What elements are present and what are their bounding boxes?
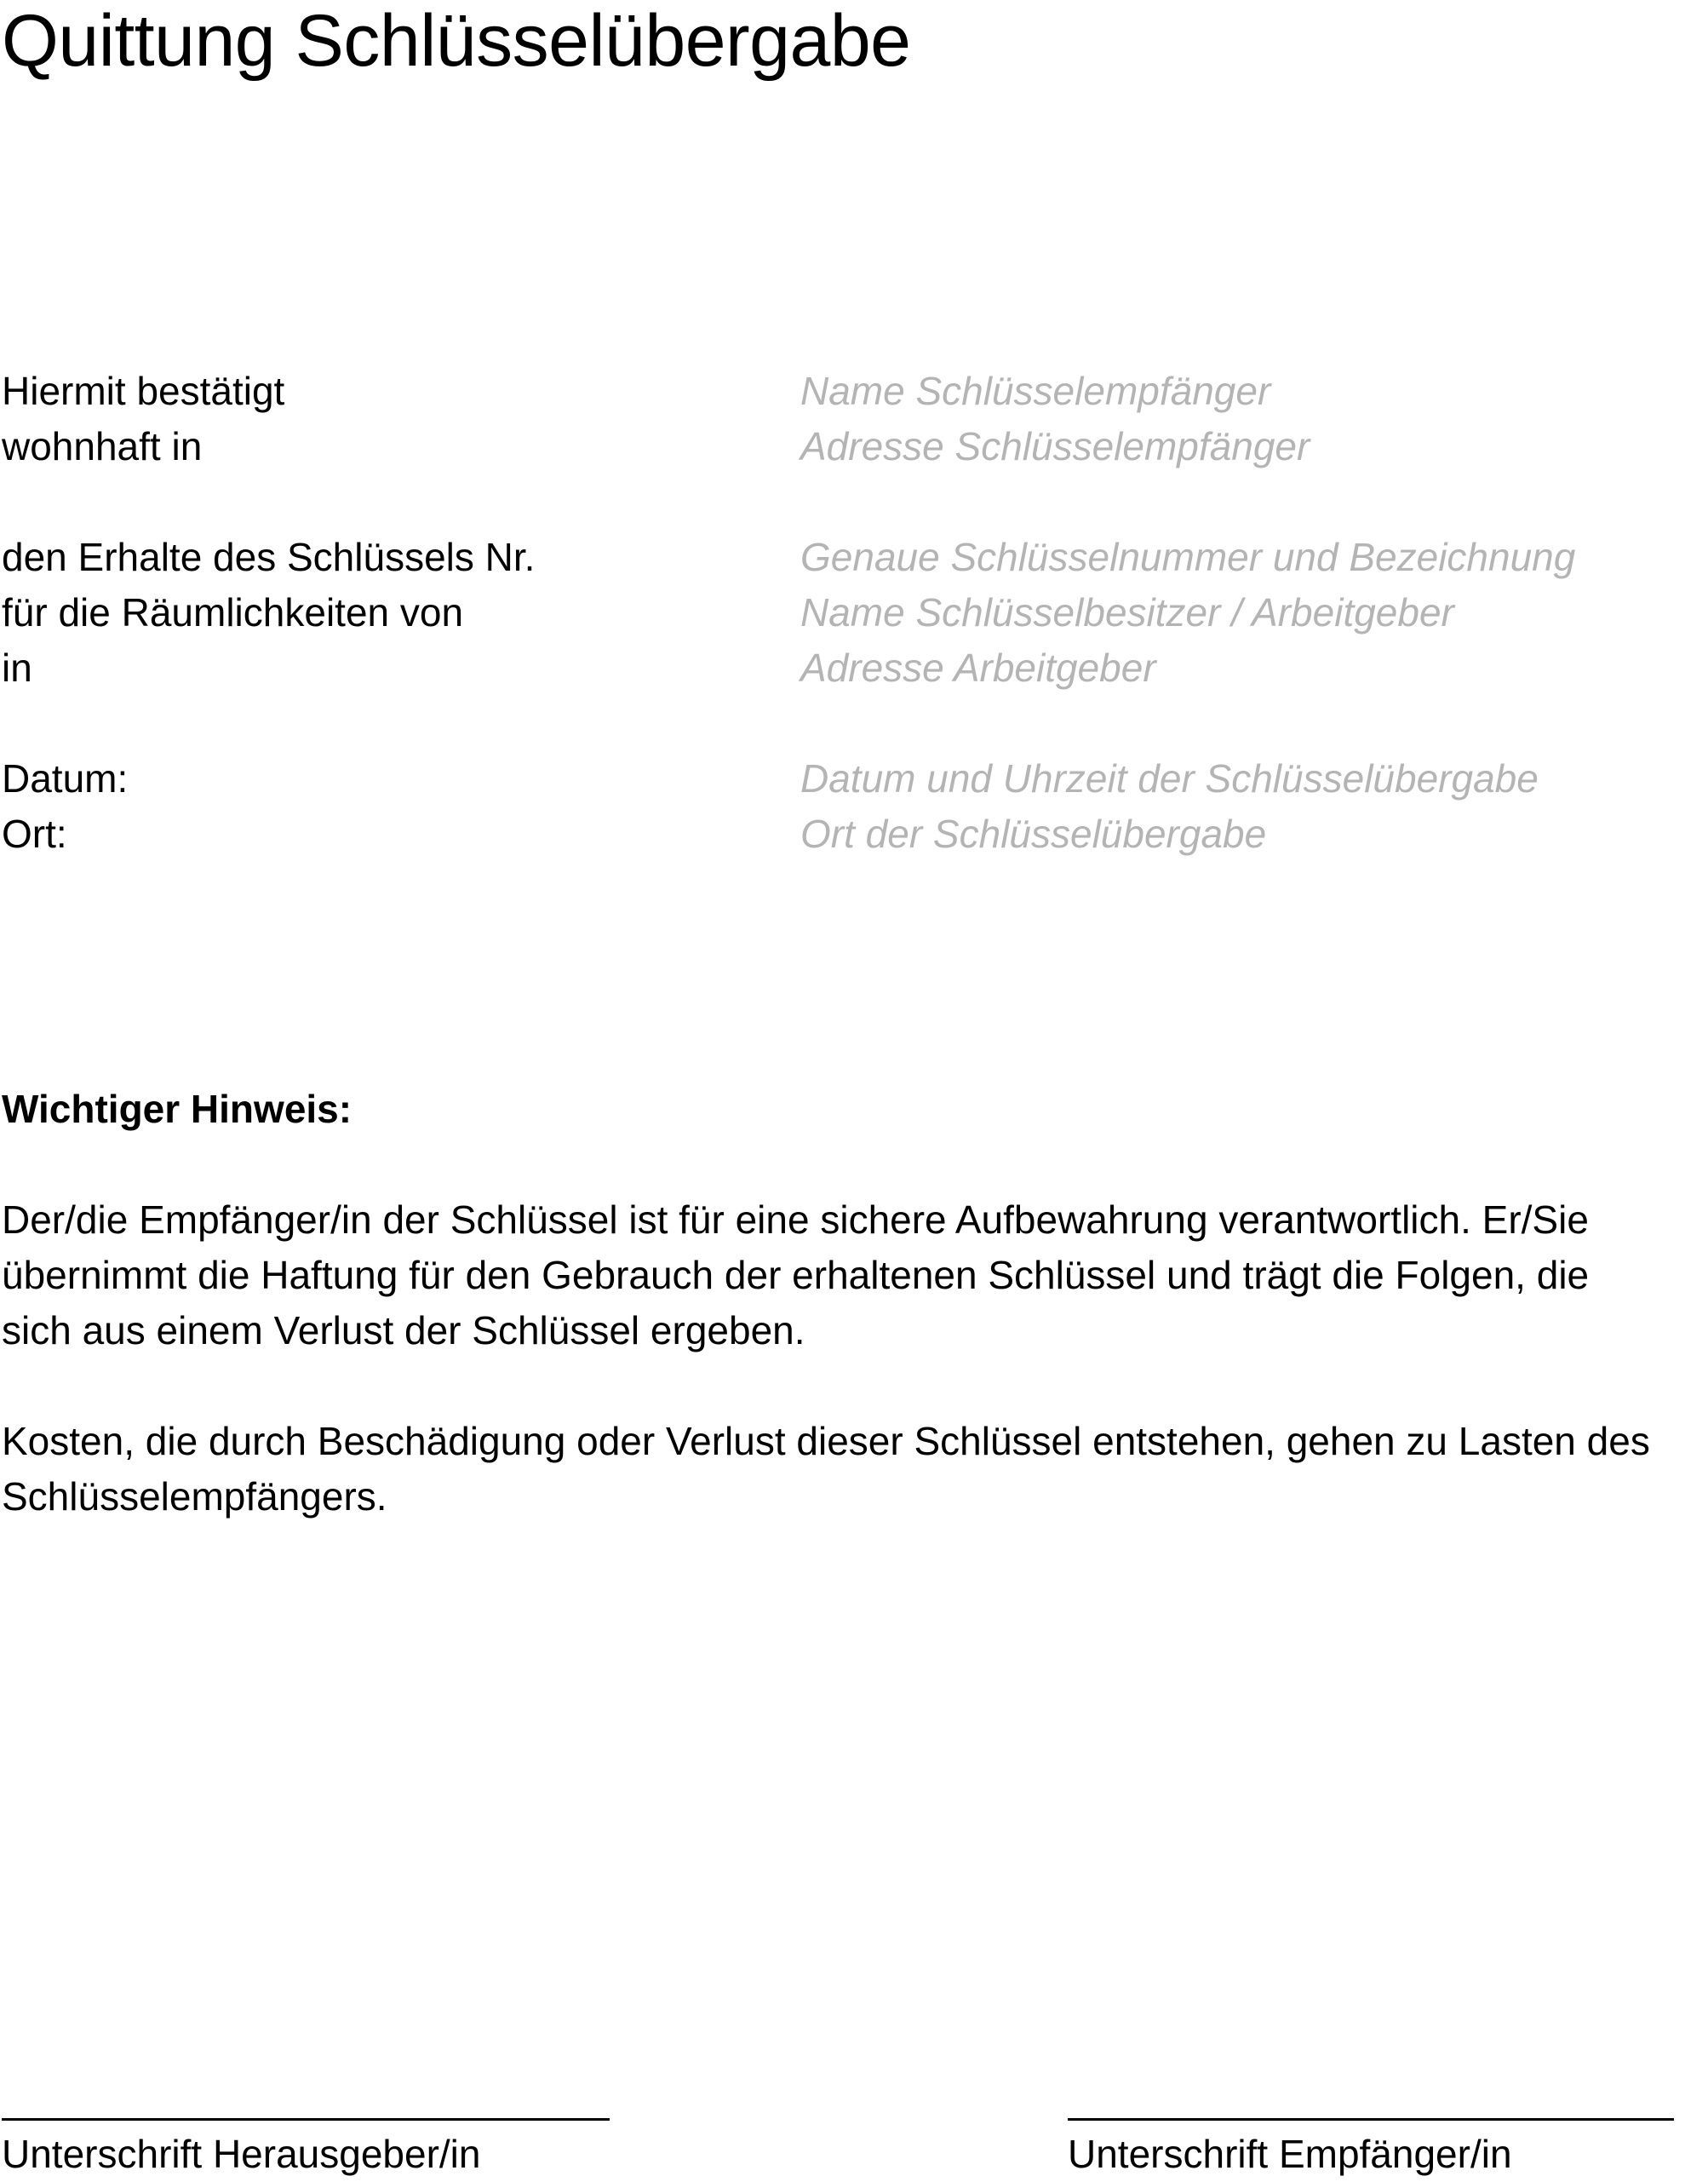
date-placeholder[interactable]: Datum und Uhrzeit der Schlüsselübergabe — [800, 756, 1539, 801]
paragraph-line: Kosten, die durch Beschädigung oder Verlust dieser Schlüssel entstehen, gehen zu Lasten des — [2, 1419, 1650, 1463]
field-row-owner-address — [0, 640, 1708, 696]
field-label: Ort: — [2, 812, 67, 856]
notice-paragraph-liability — [2, 1192, 1703, 1358]
issuer-signature-line[interactable] — [2, 2118, 610, 2121]
recipient-name-placeholder[interactable]: Name Schlüsselempfänger — [800, 369, 1271, 413]
field-row-owner-name — [0, 585, 1708, 640]
field-row-key-number — [0, 530, 1708, 585]
field-label: für die Räumlichkeiten von — [2, 590, 464, 635]
owner-name-placeholder[interactable]: Name Schlüsselbesitzer / Arbeitgeber — [800, 590, 1454, 635]
issuer-signature-label: Unterschrift Herausgeber/in — [2, 2132, 481, 2176]
paragraph-line: übernimmt die Haftung für den Gebrauch der erhaltenen Schlüssel und trägt die Folgen, die — [2, 1253, 1590, 1297]
field-label: in — [2, 646, 32, 690]
field-label: Datum: — [2, 756, 129, 801]
place-placeholder[interactable]: Ort der Schlüsselübergabe — [800, 812, 1267, 856]
field-label: den Erhalte des Schlüssels Nr. — [2, 535, 536, 579]
field-row-recipient-address — [0, 419, 1708, 474]
recipient-signature-line[interactable] — [1068, 2118, 1674, 2121]
owner-address-placeholder[interactable]: Adresse Arbeitgeber — [800, 646, 1156, 690]
field-row-date — [0, 751, 1708, 807]
field-label: wohnhaft in — [2, 424, 203, 468]
paragraph-line: sich aus einem Verlust der Schlüssel ergeben. — [2, 1308, 805, 1352]
key-number-placeholder[interactable]: Genaue Schlüsselnummer und Bezeichnung — [800, 535, 1576, 579]
notice-paragraph-costs — [2, 1414, 1703, 1525]
field-row-place — [0, 807, 1708, 862]
field-label: Hiermit bestätigt — [2, 369, 285, 413]
document-title: Quittung Schlüsselübergabe — [2, 0, 911, 82]
recipient-signature-label: Unterschrift Empfänger/in — [1068, 2132, 1512, 2176]
paragraph-line: Der/die Empfänger/in der Schlüssel ist für eine sichere Aufbewahrung verantwortlich. Er/Sie — [2, 1197, 1589, 1242]
recipient-address-placeholder[interactable]: Adresse Schlüsselempfänger — [800, 424, 1310, 468]
notice-heading: Wichtiger Hinweis: — [2, 1087, 352, 1131]
field-row-recipient-name — [0, 364, 1708, 419]
paragraph-line: Schlüsselempfängers. — [2, 1474, 387, 1519]
